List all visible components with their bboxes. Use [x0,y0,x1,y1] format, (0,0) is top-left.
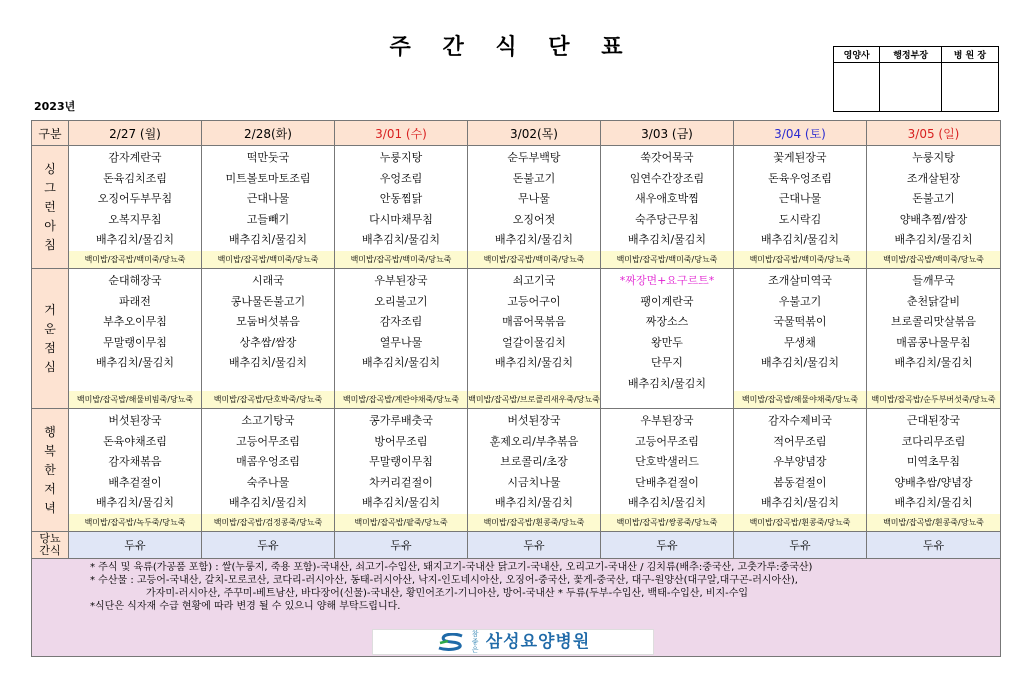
logo-subtitle: 참좋은 [471,630,479,654]
menu-item: 근대나물 [778,192,822,205]
menu-item: 누룽지탕 [912,151,955,164]
menu-cell [202,269,335,409]
rice-porridge-options: 백미밥/잡곡밥/해물비빔죽/당뇨죽 [69,391,201,408]
menu-item: 도시락김 [778,212,822,226]
notes-cell [32,559,1001,657]
day-header: 2/27 (월) [69,121,202,146]
menu-item: 배추김치/물김치 [760,496,840,509]
menu-item: 고들빼기 [246,212,290,226]
menu-item: 누룽지탕 [379,151,423,164]
menu-item: 배추김치/물김치 [228,356,308,369]
menu-item: 콩가루배춧국 [369,414,433,427]
menu-cell [468,409,601,532]
menu-item: 쇠고기국 [512,274,556,287]
menu-item: 배추김치/물김치 [627,496,707,509]
menu-item: 모둠버섯볶음 [236,315,300,328]
notes-row [32,559,1001,657]
rice-porridge-options: 백미밥/잡곡밥/검정콩죽/당뇨죽 [202,514,334,531]
approval-header-admin: 행정부장 [880,47,941,63]
menu-item: 꽃게된장국 [773,151,827,164]
menu-item: 춘천닭갈비 [906,294,961,308]
menu-item: 배추김치/물김치 [760,356,840,369]
menu-item: 콩나물돈불고기 [230,294,306,308]
snack-item: 두유 [468,532,601,559]
year-label: 2023년 [34,100,76,113]
menu-item: 부추오이무침 [103,315,167,328]
menu-item: 배추김치/물김치 [494,356,574,369]
menu-item: 떡만둣국 [246,151,290,164]
menu-item: 국물떡볶이 [773,315,827,328]
page-title: 주 간 식 단 표 [389,35,635,60]
menu-item: 소고기탕국 [241,414,295,427]
menu-item: 방어무조림 [374,434,428,448]
approval-header-dietitian: 영양사 [834,47,880,63]
menu-item: 우불고기 [778,294,822,308]
rice-porridge-options: 백미밥/잡곡밥/백미죽/당뇨죽 [69,251,201,268]
menu-item: 돈불고기 [912,192,955,205]
day-header: 3/02(목) [468,121,601,146]
day-header: 3/05 (일) [867,121,1001,146]
menu-item: 오복지무침 [108,212,162,226]
menu-item: 차커리겉절이 [369,475,433,489]
note-origin-meat: * 주식 및 육류(가공품 포함) : 쌀(누룽지, 죽용 포함)-국내산, 쇠고기-수입산, 돼지고기-국내산 닭고기-국내산, 오리고기-국내산 / 김치류(배추:중국산, 고춧가루:중국산) [90,562,813,573]
rice-porridge-options: 백미밥/잡곡밥/흰콩죽/당뇨죽 [468,514,600,531]
menu-item: 감자채볶음 [108,455,162,468]
menu-item: 감자수제비국 [768,414,832,427]
menu-item: 봄동겉절이 [773,475,827,489]
rice-porridge-options: 백미밥/잡곡밥/흰콩죽/당뇨죽 [867,514,1000,531]
menu-item: 배추겉절이 [108,475,162,489]
menu-item: 근대된장국 [906,414,961,427]
day-header: 3/01 (수) [335,121,468,146]
menu-item: 배추김치/물김치 [494,233,574,246]
snack-item: 두유 [202,532,335,559]
signature-box[interactable] [834,63,880,112]
menu-item: 배추김치/물김치 [361,496,441,509]
snack-row [32,532,1001,559]
day-header: 3/03 (금) [601,121,734,146]
menu-item: 단호박샐러드 [635,455,699,468]
menu-item: 배추김치/물김치 [95,233,175,246]
menu-item: 브로콜리/초장 [500,455,568,468]
menu-item: 오리불고기 [374,294,428,308]
meal-row [32,269,1001,409]
logo-text: 삼성요양병원 [485,631,591,652]
approval-header-director: 병 원 장 [941,47,998,63]
menu-item: 임연수간장조림 [629,171,705,185]
menu-item: 단무지 [651,356,683,369]
day-header-row [32,121,1001,146]
menu-item: 배추김치/물김치 [627,376,707,390]
menu-item: 조개살미역국 [768,274,832,287]
rice-porridge-options: 백미밥/잡곡밥/계란야채죽/당뇨죽 [335,391,467,408]
menu-item: 오징어두부무침 [97,192,173,205]
rice-porridge-options: 백미밥/잡곡밥/브로콜리새우죽/당뇨죽 [468,391,600,408]
menu-item: 새우애호박찜 [635,192,699,205]
menu-item: 매콤우엉조림 [236,455,300,468]
menu-item: 미역초무침 [906,455,961,468]
menu-cell [69,409,202,532]
menu-item: 고등어무조림 [635,434,699,448]
menu-item: 돈육우엉조림 [768,171,832,185]
menu-cell [468,146,601,269]
meal-label: 거 운 점 심 [32,269,69,409]
menu-item: 돈불고기 [512,171,556,185]
menu-item: 훈제오리/부추볶음 [489,434,579,448]
menu-cell [734,409,867,532]
snack-item: 두유 [867,532,1001,559]
menu-item: 무생채 [784,335,816,349]
snack-item: 두유 [335,532,468,559]
menu-item: 순대해장국 [108,274,162,287]
menu-item: 배추김치/물김치 [894,496,973,509]
menu-cell [202,146,335,269]
menu-item: 무말랭이무침 [369,455,433,468]
menu-item: 버섯된장국 [108,414,162,427]
meal-label: 싱 그 런 아 침 [32,146,69,269]
menu-item: *짜장면+요구르트* [619,274,715,287]
hospital-logo [372,629,654,655]
menu-item: 배추김치/물김치 [361,233,441,246]
menu-item: 단배추겉절이 [635,475,699,489]
menu-cell [69,269,202,409]
menu-cell [335,409,468,532]
note-origin-seafood: * 수산물 : 고등어-국내산, 갈치-모로코산, 코다리-러시아산, 동태-러시아산, 낙지-인도네시아산, 오징어-중국산, 꽃게-중국산, 대구-원양산(대구알,대구곤-러시아산), [90,575,798,586]
menu-cell [734,269,867,409]
menu-item: 무나물 [518,192,550,205]
menu-item: 숙주나물 [246,475,290,489]
menu-item: 감자계란국 [108,151,162,164]
menu-item: 돈육김치조림 [103,171,167,185]
note-disclaimer: *식단은 식자재 수급 현황에 따라 변경 될 수 있으니 양해 부탁드립니다. [90,601,401,612]
day-header: 3/04 (토) [734,121,867,146]
menu-item: 고등어무조림 [236,434,300,448]
meal-row [32,409,1001,532]
menu-item: 쑥갓어묵국 [640,151,694,164]
rice-porridge-options: 백미밥/잡곡밥/팥죽/당뇨죽 [335,514,467,531]
menu-item: 배추김치/물김치 [760,233,840,246]
menu-item: 다시마채무침 [369,212,433,226]
menu-cell [867,409,1001,532]
menu-cell [335,146,468,269]
menu-item: 양배추찜/쌈장 [899,212,968,226]
menu-item: 배추김치/물김치 [627,233,707,246]
signature-box[interactable] [880,63,941,112]
menu-item: 무말랭이무침 [103,335,167,349]
menu-item: 우부된장국 [374,274,428,287]
menu-item: 배추김치/물김치 [894,233,973,246]
menu-cell [601,409,734,532]
snack-item: 두유 [69,532,202,559]
menu-item: 배추김치/물김치 [228,496,308,509]
signature-box[interactable] [941,63,998,112]
menu-cell [867,269,1001,409]
snack-label: 당뇨 간식 [32,532,69,559]
note-origin-seafood-cont: 가자미-러시아산, 주꾸미-베트남산, 바다장어(신물)-국내산, 황민어조기-기니아산, 방어-국내산 * 두류(두부-수입산, 백태-수입산, 비지-수입 [146,588,749,599]
rice-porridge-options: 백미밥/잡곡밥/녹두죽/당뇨죽 [69,514,201,531]
menu-item: 조개살된장 [906,171,961,185]
menu-item: 우부된장국 [640,414,694,427]
menu-item: 시래국 [252,274,284,287]
menu-cell [335,269,468,409]
menu-item: 짜장소스 [645,315,689,328]
rice-porridge-options: 백미밥/잡곡밥/백미죽/당뇨죽 [601,251,733,268]
rice-porridge-options: 백미밥/잡곡밥/순두부버섯죽/당뇨죽 [867,391,1000,408]
menu-cell [601,269,734,409]
rice-porridge-options: 백미밥/잡곡밥/흰콩죽/당뇨죽 [734,514,866,531]
menu-item: 감자조림 [379,315,423,328]
menu-item: 고등어구이 [507,294,561,308]
menu-cell [468,269,601,409]
menu-item: 배추김치/물김치 [894,356,973,369]
menu-item: 상추쌈/쌈장 [239,335,297,349]
menu-item: 배추김치/물김치 [494,496,574,509]
rice-porridge-options: 백미밥/잡곡밥/백미죽/당뇨죽 [867,251,1000,268]
meal-row [32,146,1001,269]
menu-cell [69,146,202,269]
menu-item: 파래전 [119,294,151,308]
menu-item: 배추김치/물김치 [95,496,175,509]
menu-item: 왕만두 [651,335,683,349]
menu-item: 팽이계란국 [640,294,694,308]
menu-item: 양배추쌈/양념장 [894,475,973,489]
menu-item: 버섯된장국 [507,414,561,427]
menu-item: 매콤콩나물무침 [896,335,971,349]
approval-box [833,46,999,112]
menu-item: 순두부백탕 [507,151,561,164]
menu-item: 배추김치/물김치 [228,233,308,246]
menu-item: 매콤어묵볶음 [502,315,566,328]
menu-item: 돈육야채조림 [103,434,167,448]
day-header: 2/28(화) [202,121,335,146]
menu-item: 적어무조림 [773,434,827,448]
menu-item: 시금치나물 [507,475,561,489]
rice-porridge-options: 백미밥/잡곡밥/단호박죽/당뇨죽 [202,391,334,408]
menu-cell [867,146,1001,269]
menu-cell [734,146,867,269]
menu-cell [601,146,734,269]
menu-item: 우엉조림 [379,171,423,185]
rice-porridge-options: 백미밥/잡곡밥/백미죽/당뇨죽 [468,251,600,268]
menu-item: 숙주당근무침 [635,212,699,226]
menu-item: 미트볼토마토조림 [225,171,311,185]
row-header-label: 구분 [32,121,69,146]
rice-porridge-options: 백미밥/잡곡밥/백미죽/당뇨죽 [734,251,866,268]
snack-item: 두유 [734,532,867,559]
rice-porridge-options: 백미밥/잡곡밥/해물야채죽/당뇨죽 [734,391,866,408]
menu-cell [202,409,335,532]
meal-label: 행 복 한 저 녁 [32,409,69,532]
menu-item: 근대나물 [246,192,290,205]
snack-item: 두유 [601,532,734,559]
menu-item: 안동찜닭 [379,192,423,205]
menu-item: 배추김치/물김치 [95,356,175,369]
menu-table [31,120,1001,657]
rice-porridge-options: 백미밥/잡곡밥/백미죽/당뇨죽 [335,251,467,268]
menu-item: 들깨무국 [912,274,955,287]
menu-item: 열무나물 [379,335,423,349]
menu-item: 오징어젓 [512,212,556,226]
menu-item: 배추김치/물김치 [361,356,441,369]
menu-item: 코다리무조림 [901,434,966,448]
menu-item: 얼갈이물김치 [502,335,566,349]
menu-item: 우부양념장 [773,455,827,468]
menu-item: 브로콜리맛살볶음 [890,315,976,328]
rice-porridge-options: 백미밥/잡곡밥/백미죽/당뇨죽 [202,251,334,268]
rice-porridge-options: 백미밥/잡곡밥/쌍콩죽/당뇨죽 [601,514,733,531]
logo-s-icon [436,633,466,651]
